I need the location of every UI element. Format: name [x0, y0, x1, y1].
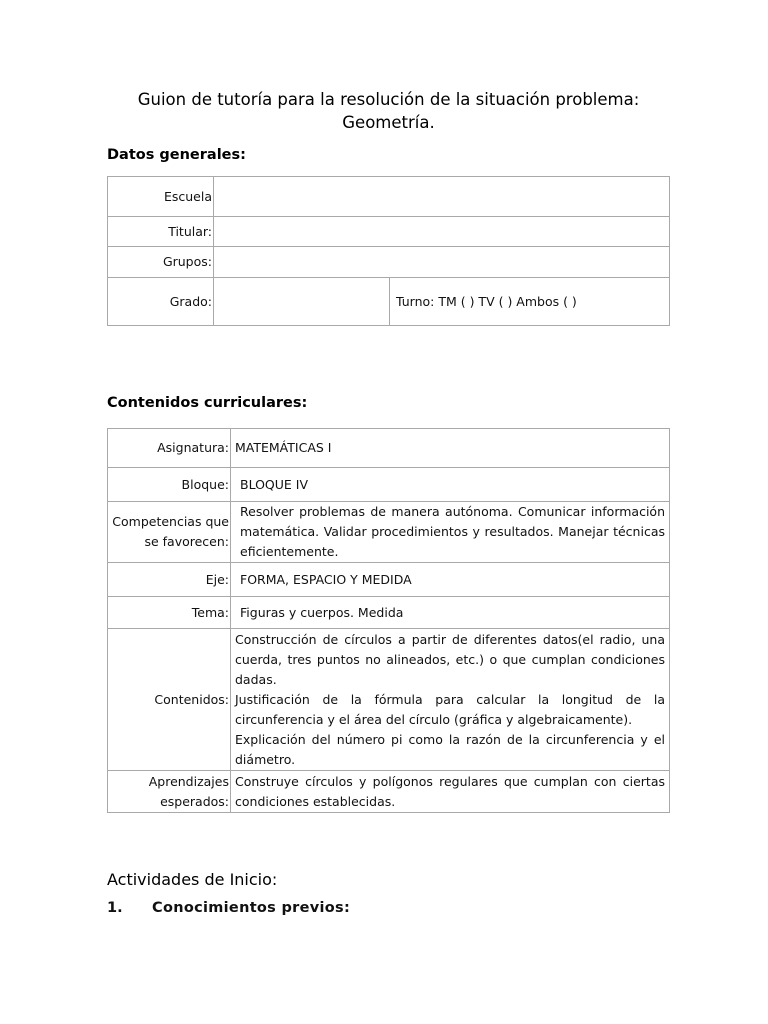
table-row: [108, 278, 670, 326]
grado-label: Grado:: [108, 278, 214, 326]
datos-generales-heading: Datos generales:: [107, 147, 246, 163]
turno-cell: Turno: TM ( ) TV ( ) Ambos ( ): [390, 278, 670, 326]
competencias-label: Competencias que se favorecen:: [108, 502, 231, 563]
escuela-value: [214, 177, 670, 217]
contenidos-curriculares-table: [107, 428, 670, 813]
table-row: [108, 771, 670, 813]
contenidos-paragraph-2: Justificación de la fórmula para calcular la longitud de la circunferencia y el área del círculo (gráfica y algebraicamente).: [235, 691, 665, 727]
document-title: [107, 88, 670, 134]
list-item-number: 1.: [107, 900, 123, 916]
contenidos-label: Contenidos:: [108, 629, 231, 771]
titular-value: [214, 217, 670, 247]
table-row: [108, 247, 670, 278]
eje-value: FORMA, ESPACIO Y MEDIDA: [231, 563, 670, 597]
asignatura-value: MATEMÁTICAS I: [231, 429, 670, 468]
title-line-2: Geometría.: [342, 113, 435, 132]
actividades-heading: Actividades de Inicio:: [107, 870, 278, 889]
aprendizajes-value: Construye círculos y polígonos regulares que cumplan con ciertas condiciones establecidas.: [231, 771, 670, 813]
contenidos-paragraph-1: Construcción de círculos a partir de diferentes datos(el radio, una cuerda, tres puntos no alineados, etc.) o que cumplan condiciones dadas.: [235, 631, 665, 687]
grupos-label: Grupos:: [108, 247, 214, 278]
competencias-value: Resolver problemas de manera autónoma. Comunicar información matemática. Validar procedimientos y resultados. Manejar técnicas eficientemente.: [231, 502, 670, 563]
table-row: [108, 563, 670, 597]
grado-value: [214, 278, 390, 326]
aprendizajes-label: Aprendizajes esperados:: [108, 771, 231, 813]
eje-label: Eje:: [108, 563, 231, 597]
contenidos-value: [231, 629, 670, 771]
tema-label: Tema:: [108, 597, 231, 629]
table-row: [108, 177, 670, 217]
asignatura-label: Asignatura:: [108, 429, 231, 468]
datos-generales-table: [107, 176, 670, 326]
tema-value: Figuras y cuerpos. Medida: [231, 597, 670, 629]
table-row: [108, 629, 670, 771]
contenidos-curriculares-heading: Contenidos curriculares:: [107, 395, 308, 411]
title-line-1: Guion de tutoría para la resolución de la situación problema:: [137, 90, 640, 109]
bloque-value: BLOQUE IV: [231, 468, 670, 502]
table-row: [108, 468, 670, 502]
table-row: [108, 217, 670, 247]
table-row: [108, 597, 670, 629]
contenidos-paragraph-3: Explicación del número pi como la razón de la circunferencia y el diámetro.: [235, 731, 665, 767]
list-item-text: Conocimientos previos:: [152, 900, 351, 916]
titular-label: Titular:: [108, 217, 214, 247]
bloque-label: Bloque:: [108, 468, 231, 502]
table-row: [108, 429, 670, 468]
grupos-value: [214, 247, 670, 278]
table-row: [108, 502, 670, 563]
escuela-label: Escuela: [108, 177, 214, 217]
